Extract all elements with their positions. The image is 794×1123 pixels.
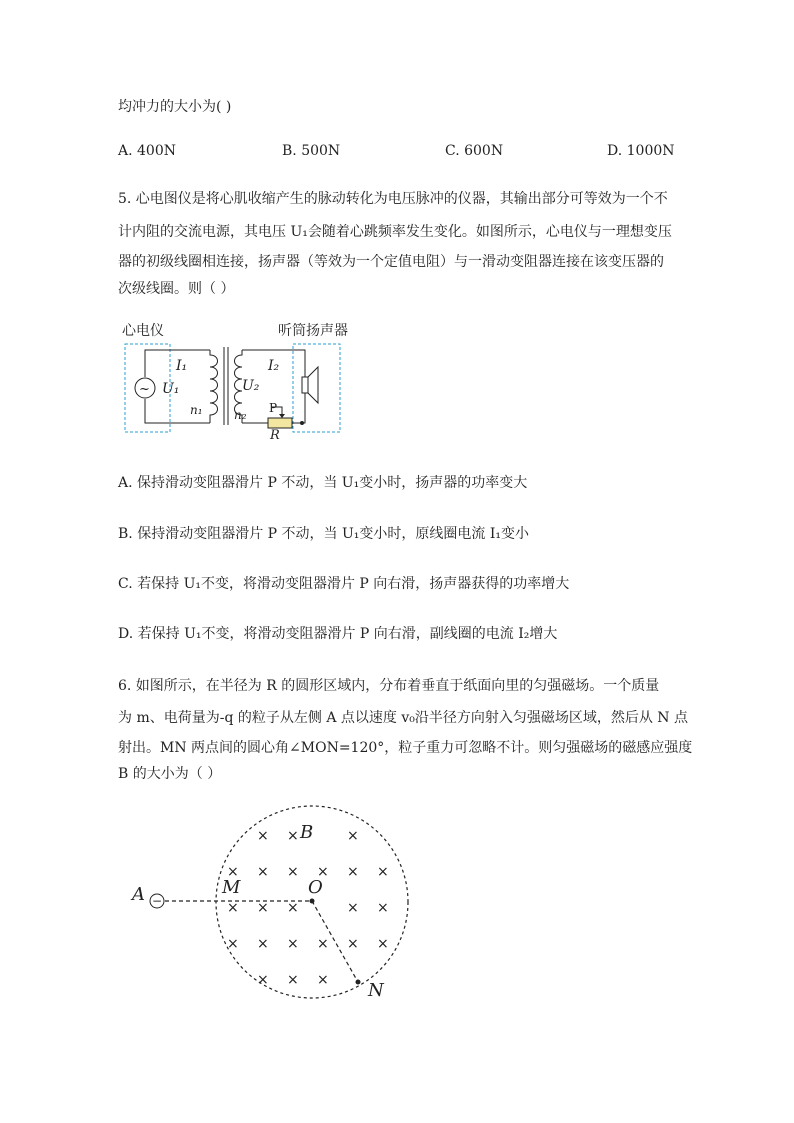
label-A: A [132, 884, 145, 905]
q4-option-b: B. 500N [282, 143, 341, 159]
q4-option-d: D. 1000N [607, 143, 675, 159]
field-cross-mark: × [287, 936, 299, 952]
label-N: N [368, 980, 384, 1001]
q4-stem-tail: 均冲力的大小为( ) [118, 99, 232, 115]
field-cross-mark: × [287, 900, 299, 916]
field-cross-mark: × [287, 864, 299, 880]
field-cross-mark: × [227, 936, 239, 952]
symbol-n2: n₂ [234, 408, 247, 422]
symbol-R: R [270, 428, 280, 443]
field-cross-mark: × [347, 864, 359, 880]
ac-source-symbol: ~ [139, 382, 150, 397]
field-cross-mark: × [377, 900, 389, 916]
label-M: M [222, 877, 241, 898]
q5-circuit-figure [110, 315, 360, 443]
field-cross-mark: × [377, 936, 389, 952]
field-cross-mark: × [257, 900, 269, 916]
center-point-O [310, 899, 315, 904]
field-cross-mark: × [377, 864, 389, 880]
label-O: O [308, 877, 323, 898]
label-speaker: 听筒扬声器 [278, 323, 348, 339]
q5-stem-line-1: 5. 心电图仪是将心肌收缩产生的脉动转化为电压脉冲的仪器，其输出部分可等效为一个不 [118, 191, 668, 207]
field-cross-mark: × [227, 864, 239, 880]
symbol-U2: U₂ [242, 378, 260, 394]
q6-stem-line-2: 为 m、电荷量为-q 的粒子从左侧 A 点以速度 v₀沿半径方向射入匀强磁场区域，然后从 N 点 [118, 710, 688, 726]
q4-option-c: C. 600N [445, 143, 504, 159]
field-cross-mark: × [317, 936, 329, 952]
junction-dot [300, 421, 304, 425]
field-cross-mark: × [347, 828, 359, 844]
exit-point-N [356, 980, 361, 985]
q5-option-d: D. 若保持 U₁不变，将滑动变阻器滑片 P 向右滑，副线圈的电流 I₂增大 [118, 626, 558, 642]
slider-p-arrowhead [279, 414, 285, 418]
label-B: B [300, 822, 314, 843]
symbol-I1: I₁ [176, 358, 188, 374]
field-crosses [227, 828, 389, 988]
q6-stem-line-3: 射出。MN 两点间的圆心角∠MON=120°，粒子重力可忽略不计。则匀强磁场的磁感应强度 [118, 740, 693, 756]
rheostat-resistor [268, 418, 292, 428]
field-cross-mark: × [257, 972, 269, 988]
field-cross-mark: × [227, 900, 239, 916]
field-cross-mark: × [347, 900, 359, 916]
field-cross-mark: × [317, 972, 329, 988]
q6-field-figure [120, 795, 420, 1010]
label-ecg-device: 心电仪 [122, 323, 164, 339]
field-cross-mark: × [347, 936, 359, 952]
symbol-U1: U₁ [162, 381, 180, 397]
field-cross-mark: × [287, 972, 299, 988]
charge-sign: − [152, 894, 163, 908]
speaker-icon [302, 367, 318, 403]
rheostat-wire-right [292, 393, 305, 423]
q5-option-a: A. 保持滑动变阻器滑片 P 不动，当 U₁变小时，扬声器的功率变大 [118, 475, 528, 491]
q5-option-c: C. 若保持 U₁不变，将滑动变阻器滑片 P 向右滑，扬声器获得的功率增大 [118, 576, 570, 592]
field-cross-mark: × [257, 936, 269, 952]
symbol-n1: n₁ [190, 403, 203, 417]
field-cross-mark: × [257, 828, 269, 844]
field-cross-mark: × [257, 864, 269, 880]
q5-stem-line-3: 器的初级线圈相连接，扬声器（等效为一个定值电阻）与一滑动变阻器连接在该变压器的 [118, 254, 664, 270]
field-cross-mark: × [287, 828, 299, 844]
q5-stem-line-4: 次级线圈。则（ ） [118, 281, 235, 297]
field-cross-mark: × [317, 864, 329, 880]
q5-stem-line-2: 计内阻的交流电源，其电压 U₁会随着心跳频率发生变化。如图所示，心电仪与一理想变压 [118, 224, 672, 240]
symbol-I2: I₂ [268, 358, 280, 374]
primary-coil [210, 350, 218, 423]
q4-option-a: A. 400N [118, 143, 176, 159]
q6-stem-line-1: 6. 如图所示，在半径为 R 的圆形区域内，分布着垂直于纸面向里的匀强磁场。一个质量 [118, 678, 660, 694]
q6-stem-line-4: B 的大小为（ ） [118, 766, 222, 782]
symbol-P: P [269, 401, 278, 415]
q5-option-b: B. 保持滑动变阻器滑片 P 不动，当 U₁变小时，原线圈电流 I₁变小 [118, 526, 529, 542]
